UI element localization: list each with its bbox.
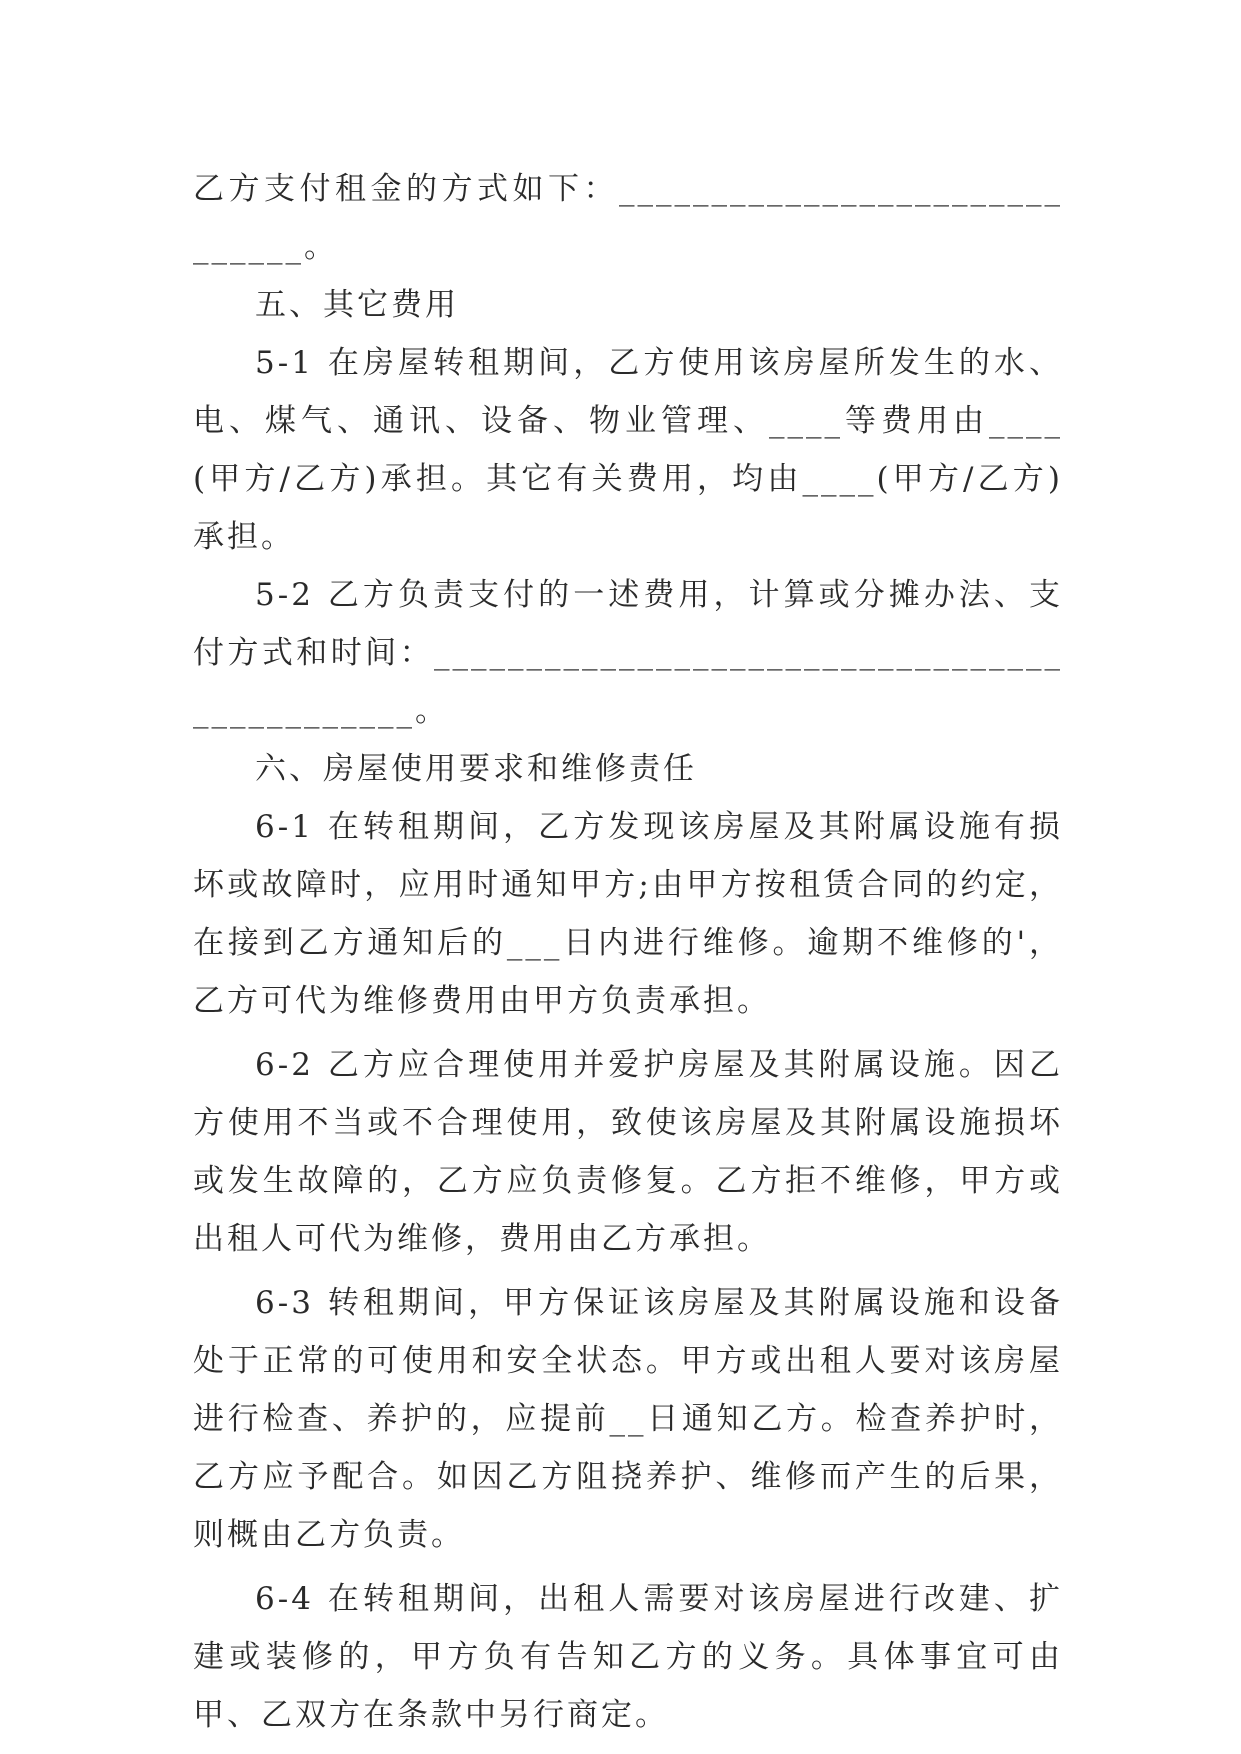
clause-5-1: 5-1 在房屋转租期间，乙方使用该房屋所发生的水、电、煤气、通讯、设备、物业管理、____等费用由____(甲方/乙方)承担。其它有关费用，均由____(甲方/乙方)承担。 — [193, 345, 1063, 555]
section-heading-usage-maintenance: 六、房屋使用要求和维修责任 — [255, 751, 697, 787]
section-heading-other-fees: 五、其它费用 — [255, 287, 459, 323]
clause-6-1: 6-1 在转租期间，乙方发现该房屋及其附属设施有损坏或故障时，应用时通知甲方;由甲方按租赁合同的约定，在接到乙方通知后的___日内进行维修。逾期不维修的'，乙方可代为维修费用由甲方负责承担。 — [193, 809, 1063, 1019]
paragraph-payment-method: 乙方支付租金的方式如下：______________________________。 — [193, 171, 1063, 265]
clause-6-3: 6-3 转租期间，甲方保证该房屋及其附属设施和设备处于正常的可使用和安全状态。甲方或出租人要对该房屋进行检查、养护的，应提前__日通知乙方。检查养护时，乙方应予配合。如因乙方阻挠养护、维修而产生的后果，则概由乙方负责。 — [193, 1285, 1063, 1553]
clause-6-2: 6-2 乙方应合理使用并爱护房屋及其附属设施。因乙方使用不当或不合理使用，致使该房屋及其附属设施损坏或发生故障的，乙方应负责修复。乙方拒不维修，甲方或出租人可代为维修，费用由乙方承担。 — [193, 1047, 1063, 1257]
document-body — [193, 160, 1063, 1744]
clause-6-4: 6-4 在转租期间，出租人需要对该房屋进行改建、扩建或装修的，甲方负有告知乙方的义务。具体事宜可由甲、乙双方在条款中另行商定。 — [193, 1581, 1063, 1733]
clause-5-2: 5-2 乙方负责支付的一述费用，计算或分摊办法、支付方式和时间：______________________________________________。 — [193, 577, 1063, 729]
